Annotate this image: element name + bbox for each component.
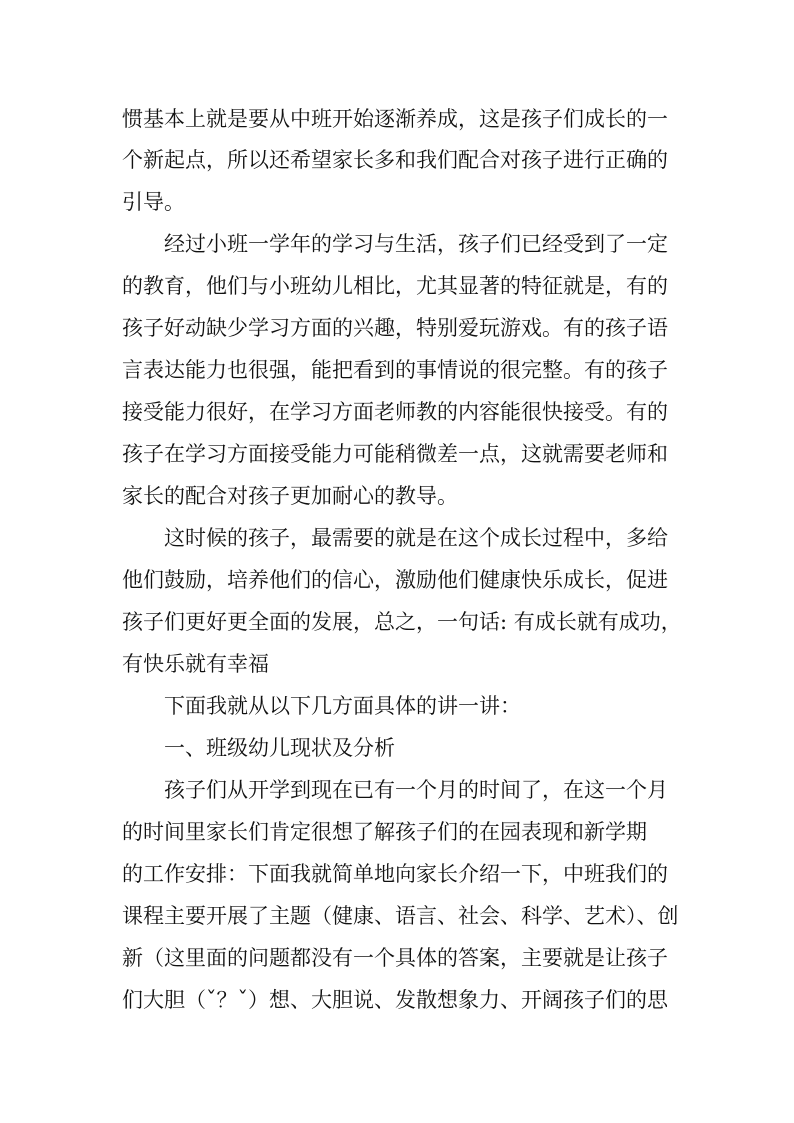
paragraph-line: 孩子们从开学到现在已有一个月的时间了，在这一个月	[164, 778, 668, 802]
paragraph-line: 孩子们更好更全面的发展，总之，一句话: 有成长就有成功，	[122, 610, 682, 634]
paragraph-line: 的教育，他们与小班幼儿相比，尤其显著的特征就是，有的	[122, 274, 668, 298]
paragraph-line: 下面我就从以下几方面具体的讲一讲：	[164, 694, 521, 718]
paragraph-line: 接受能力很好，在学习方面老师教的内容能很快接受。有的	[122, 400, 668, 424]
paragraph-line: 的工作安排：下面我就简单地向家长介绍一下，中班我们的	[122, 862, 668, 886]
paragraph-line: 言表达能力也很强，能把看到的事情说的很完整。有的孩子	[122, 358, 668, 382]
paragraph-line: 家长的配合对孩子更加耐心的教导。	[122, 484, 458, 508]
paragraph-line: 引导。	[122, 190, 185, 214]
paragraph-line: 孩子在学习方面接受能力可能稍微差一点，这就需要老师和	[122, 442, 668, 466]
paragraph-line: 他们鼓励，培养他们的信心，激励他们健康快乐成长，促进	[122, 568, 668, 592]
paragraph-line: 新（这里面的问题都没有一个具体的答案，主要就是让孩子	[122, 946, 668, 970]
paragraph-line: 有快乐就有幸福	[122, 652, 269, 676]
paragraph-line: 课程主要开展了主题（健康、语言、社会、科学、艺术）、创	[122, 904, 679, 928]
paragraph-line: 这时候的孩子，最需要的就是在这个成长过程中，多给	[164, 526, 668, 550]
paragraph-line: 们大胆（ˇ？ˇ）想、大胆说、发散想象力、开阔孩子们的思	[122, 988, 668, 1012]
section-heading: 一、班级幼儿现状及分析	[164, 736, 395, 760]
paragraph-line: 孩子好动缺少学习方面的兴趣，特别爱玩游戏。有的孩子语	[122, 316, 668, 340]
paragraph-line: 的时间里家长们肯定很想了解孩子们的在园表现和新学期	[122, 820, 647, 844]
paragraph-line: 个新起点，所以还希望家长多和我们配合对孩子进行正确的	[122, 148, 668, 172]
paragraph-line: 惯基本上就是要从中班开始逐渐养成，这是孩子们成长的一	[122, 107, 668, 131]
paragraph-line: 经过小班一学年的学习与生活，孩子们已经受到了一定	[164, 232, 668, 256]
